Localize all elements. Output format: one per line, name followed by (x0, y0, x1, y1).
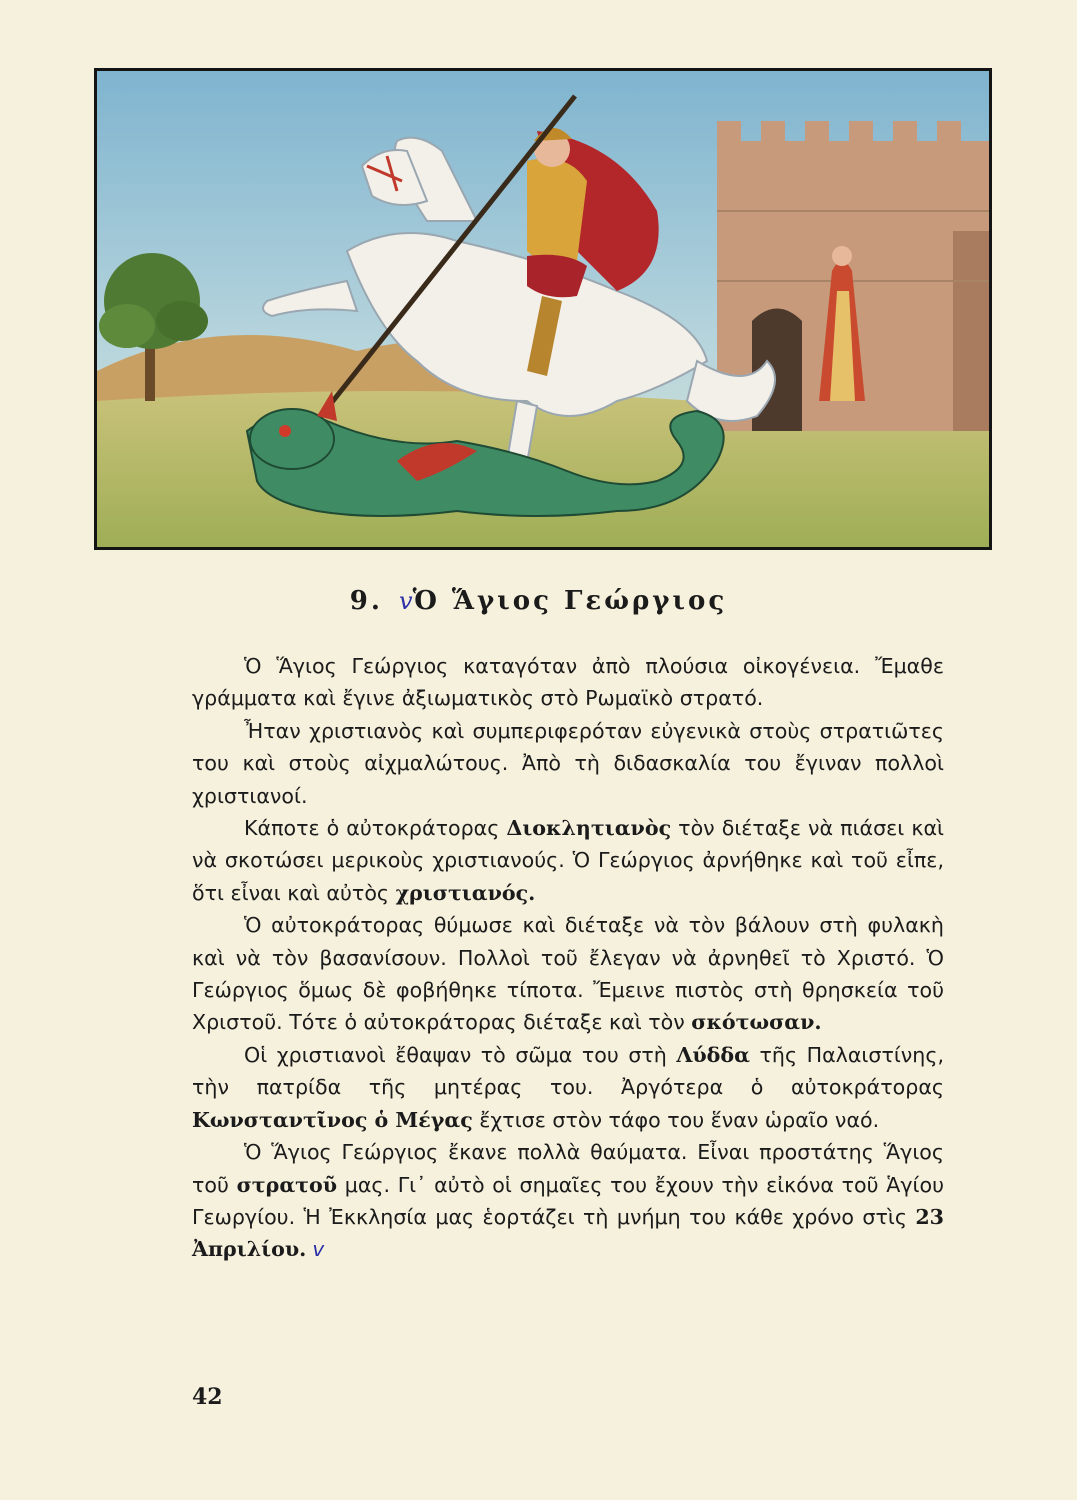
lesson-title (0, 586, 1077, 616)
bold-term: στρατοῦ (236, 1172, 338, 1197)
paragraph-5: Οἱ χριστιανοὶ ἔθαψαν τὸ σῶμα του στὴ Λύδδα τῆς Παλαιστίνης, τὴν πατρίδα τῆς μητέρας του. Ἀργότερα ὁ αὐτοκράτορας Κωνσταντῖνος ὁ Μέγας ἔχτισε στὸν τάφο του ἕναν ὡραῖο ναό. (192, 1042, 944, 1132)
bold-term: 23 Ἀπριλίου. (192, 1204, 944, 1262)
lesson-number: 9. (349, 586, 383, 616)
lesson-heading: Ὁ Ἅγιος Γεώργιος (412, 586, 728, 616)
page-number: 42 (192, 1384, 223, 1410)
lesson-body (192, 650, 944, 1266)
paragraph-3: Κάποτε ὁ αὐτοκράτορας Διοκλητιανὸς τὸν διέταξε νὰ πιάσει καὶ νὰ σκοτώσει μερικοὺς χριστιανούς. Ὁ Γεώργιος ἀρνήθηκε καὶ τοῦ εἶπε, ὅτι εἶναι καὶ αὐτὸς χριστιανός. (192, 816, 944, 905)
bold-term: Λύδδα (676, 1042, 750, 1067)
paragraph-4: Ὁ αὐτοκράτορας θύμωσε καὶ διέταξε νὰ τὸν βάλουν στὴ φυλακὴ καὶ νὰ τὸν βασανίσουν. Πολλοὶ τοῦ ἔλεγαν νὰ ἀρνηθεῖ τὸ Χριστό. Ὁ Γεώργιος ὅμως δὲ φοβήθηκε τίποτα. Ἔμεινε πιστὸς στὴ θρησκεία τοῦ Χριστοῦ. Τότε ὁ αὐτοκράτορας διέταξε καὶ τὸν σκότωσαν. (192, 913, 944, 1035)
saint-george-dragon-image (97, 71, 989, 547)
saint-george-illustration (94, 68, 992, 550)
bold-term: χριστιανός. (395, 880, 536, 905)
paragraph-2: Ἦταν χριστιανὸς καὶ συμπεριφερόταν εὐγενικὰ στοὺς στρατιῶτες του καὶ στοὺς αἰχμαλώτους. Ἀπὸ τὴ διδασκαλία του ἔγιναν πολλοὶ χριστιανοί. (192, 718, 944, 808)
handwritten-end-mark: v (312, 1237, 325, 1262)
handwritten-check-mark: v (399, 587, 413, 615)
paragraph-1: Ὁ Ἅγιος Γεώργιος καταγόταν ἀπὸ πλούσια οἰκογένεια. Ἔμαθε γράμματα καὶ ἔγινε ἀξιωματικὸς στὸ Ρωμαϊκὸ στρατό. (192, 654, 944, 711)
paragraph-6: Ὁ Ἅγιος Γεώργιος ἔκανε πολλὰ θαύματα. Εἶναι προστάτης Ἅγιος τοῦ στρατοῦ μας. Γι᾽ αὐτὸ οἱ σημαῖες του ἔχουν τὴν εἰκόνα τοῦ Ἁγίου Γεωργίου. Ἡ Ἐκκλησία μας ἑορτάζει τὴ μνήμη του κάθε χρόνο στὶς 23 Ἀπριλίου. v (192, 1140, 944, 1262)
bold-term: σκότωσαν. (691, 1010, 822, 1035)
bold-term: Διοκλητιανὸς (506, 816, 672, 841)
bold-term: Κωνσταντῖνος ὁ Μέγας (192, 1107, 473, 1132)
